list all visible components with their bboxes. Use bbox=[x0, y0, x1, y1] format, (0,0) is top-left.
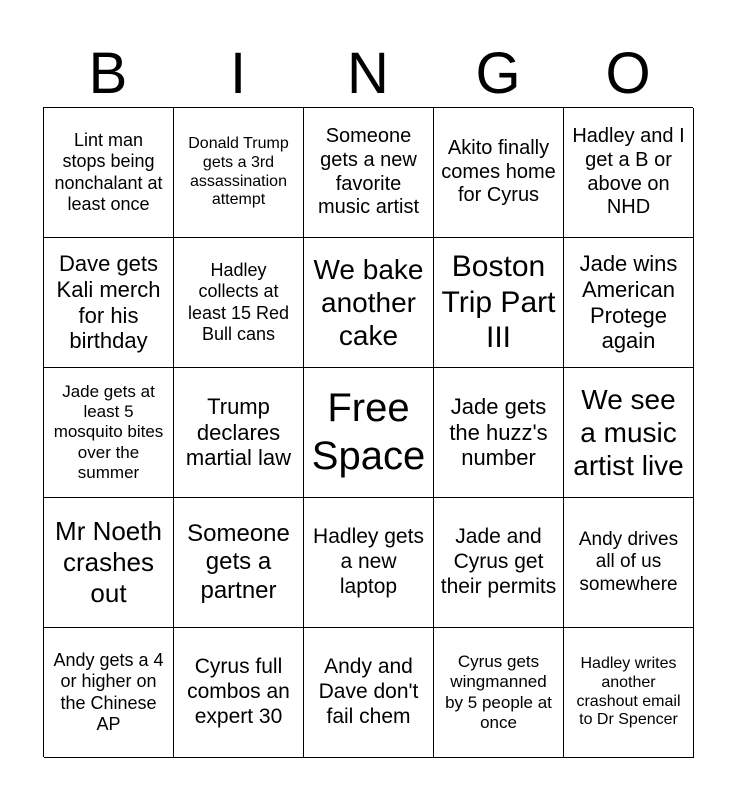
bingo-cell[interactable] bbox=[564, 108, 694, 238]
bingo-cell-text: Hadley collects at least 15 Red Bull cans bbox=[187, 260, 290, 344]
bingo-cell-text: We bake another cake bbox=[313, 253, 424, 352]
bingo-cell[interactable] bbox=[174, 498, 304, 628]
header-letter-o: O bbox=[605, 41, 651, 106]
bingo-cell[interactable] bbox=[564, 238, 694, 368]
bingo-cell[interactable] bbox=[564, 628, 694, 758]
bingo-cell-text: Lint man stops being nonchalant at least once bbox=[54, 130, 163, 214]
bingo-cell[interactable] bbox=[44, 628, 174, 758]
bingo-cell-text: Jade wins American Protege again bbox=[579, 250, 678, 354]
bingo-cell[interactable] bbox=[174, 238, 304, 368]
header-letter-n: N bbox=[347, 41, 389, 106]
bingo-cell[interactable] bbox=[434, 238, 564, 368]
header-letter-i: I bbox=[229, 41, 247, 106]
bingo-cell[interactable] bbox=[564, 498, 694, 628]
bingo-cell-text: Hadley gets a new laptop bbox=[313, 525, 424, 598]
bingo-cell[interactable] bbox=[434, 368, 564, 498]
bingo-cell-text: Hadley writes another crashout email to Dr Spencer bbox=[576, 654, 681, 729]
header-letter-g: G bbox=[475, 41, 521, 106]
bingo-cell[interactable] bbox=[304, 498, 434, 628]
bingo-cell-text: Jade gets at least 5 mosquito bites over the summer bbox=[53, 382, 164, 482]
bingo-cell-text: Andy and Dave don't fail chem bbox=[318, 655, 419, 728]
bingo-cell[interactable] bbox=[174, 628, 304, 758]
bingo-cell[interactable] bbox=[304, 628, 434, 758]
bingo-cell[interactable] bbox=[434, 108, 564, 238]
bingo-card-grid bbox=[43, 107, 693, 757]
bingo-cell-text: Hadley and I get a B or above on NHD bbox=[572, 125, 685, 219]
bingo-cell-text: Donald Trump gets a 3rd assassination attempt bbox=[188, 134, 289, 209]
bingo-cell-text: Someone gets a partner bbox=[187, 520, 290, 604]
bingo-cell-text: Boston Trip Part III bbox=[441, 250, 556, 355]
bingo-cell[interactable] bbox=[304, 238, 434, 368]
bingo-cell-text: We see a music artist live bbox=[573, 383, 684, 482]
bingo-cell[interactable] bbox=[44, 238, 174, 368]
bingo-cell-text: Dave gets Kali merch for his birthday bbox=[56, 250, 161, 354]
bingo-cell-text: Andy gets a 4 or higher on the Chinese AP bbox=[53, 650, 164, 734]
bingo-cell-text: Cyrus full combos an expert 30 bbox=[187, 655, 290, 728]
bingo-cell-text: Jade gets the huzz's number bbox=[449, 393, 548, 471]
bingo-cell[interactable] bbox=[44, 108, 174, 238]
bingo-header bbox=[43, 40, 693, 108]
bingo-cell[interactable] bbox=[434, 498, 564, 628]
bingo-cell[interactable] bbox=[44, 498, 174, 628]
bingo-cell-text: Cyrus gets wingmanned by 5 people at once bbox=[445, 652, 552, 732]
bingo-cell-text: Akito finally comes home for Cyrus bbox=[441, 137, 556, 207]
bingo-cell-text: Jade and Cyrus get their permits bbox=[440, 525, 557, 598]
bingo-cell[interactable] bbox=[44, 368, 174, 498]
bingo-cell-text: Mr Noeth crashes out bbox=[55, 516, 162, 608]
bingo-cell[interactable] bbox=[174, 368, 304, 498]
bingo-cell[interactable] bbox=[304, 108, 434, 238]
bingo-cell[interactable] bbox=[564, 368, 694, 498]
bingo-cell free-space[interactable] bbox=[304, 368, 434, 498]
bingo-cell[interactable] bbox=[434, 628, 564, 758]
bingo-cell-text: Someone gets a new favorite music artist bbox=[317, 125, 420, 219]
bingo-cell-text: Trump declares martial law bbox=[185, 393, 292, 471]
bingo-cell[interactable] bbox=[174, 108, 304, 238]
free-space-text: Free Space bbox=[311, 386, 426, 478]
header-letter-b: B bbox=[88, 41, 128, 106]
bingo-cell-text: Andy drives all of us somewhere bbox=[578, 528, 679, 595]
